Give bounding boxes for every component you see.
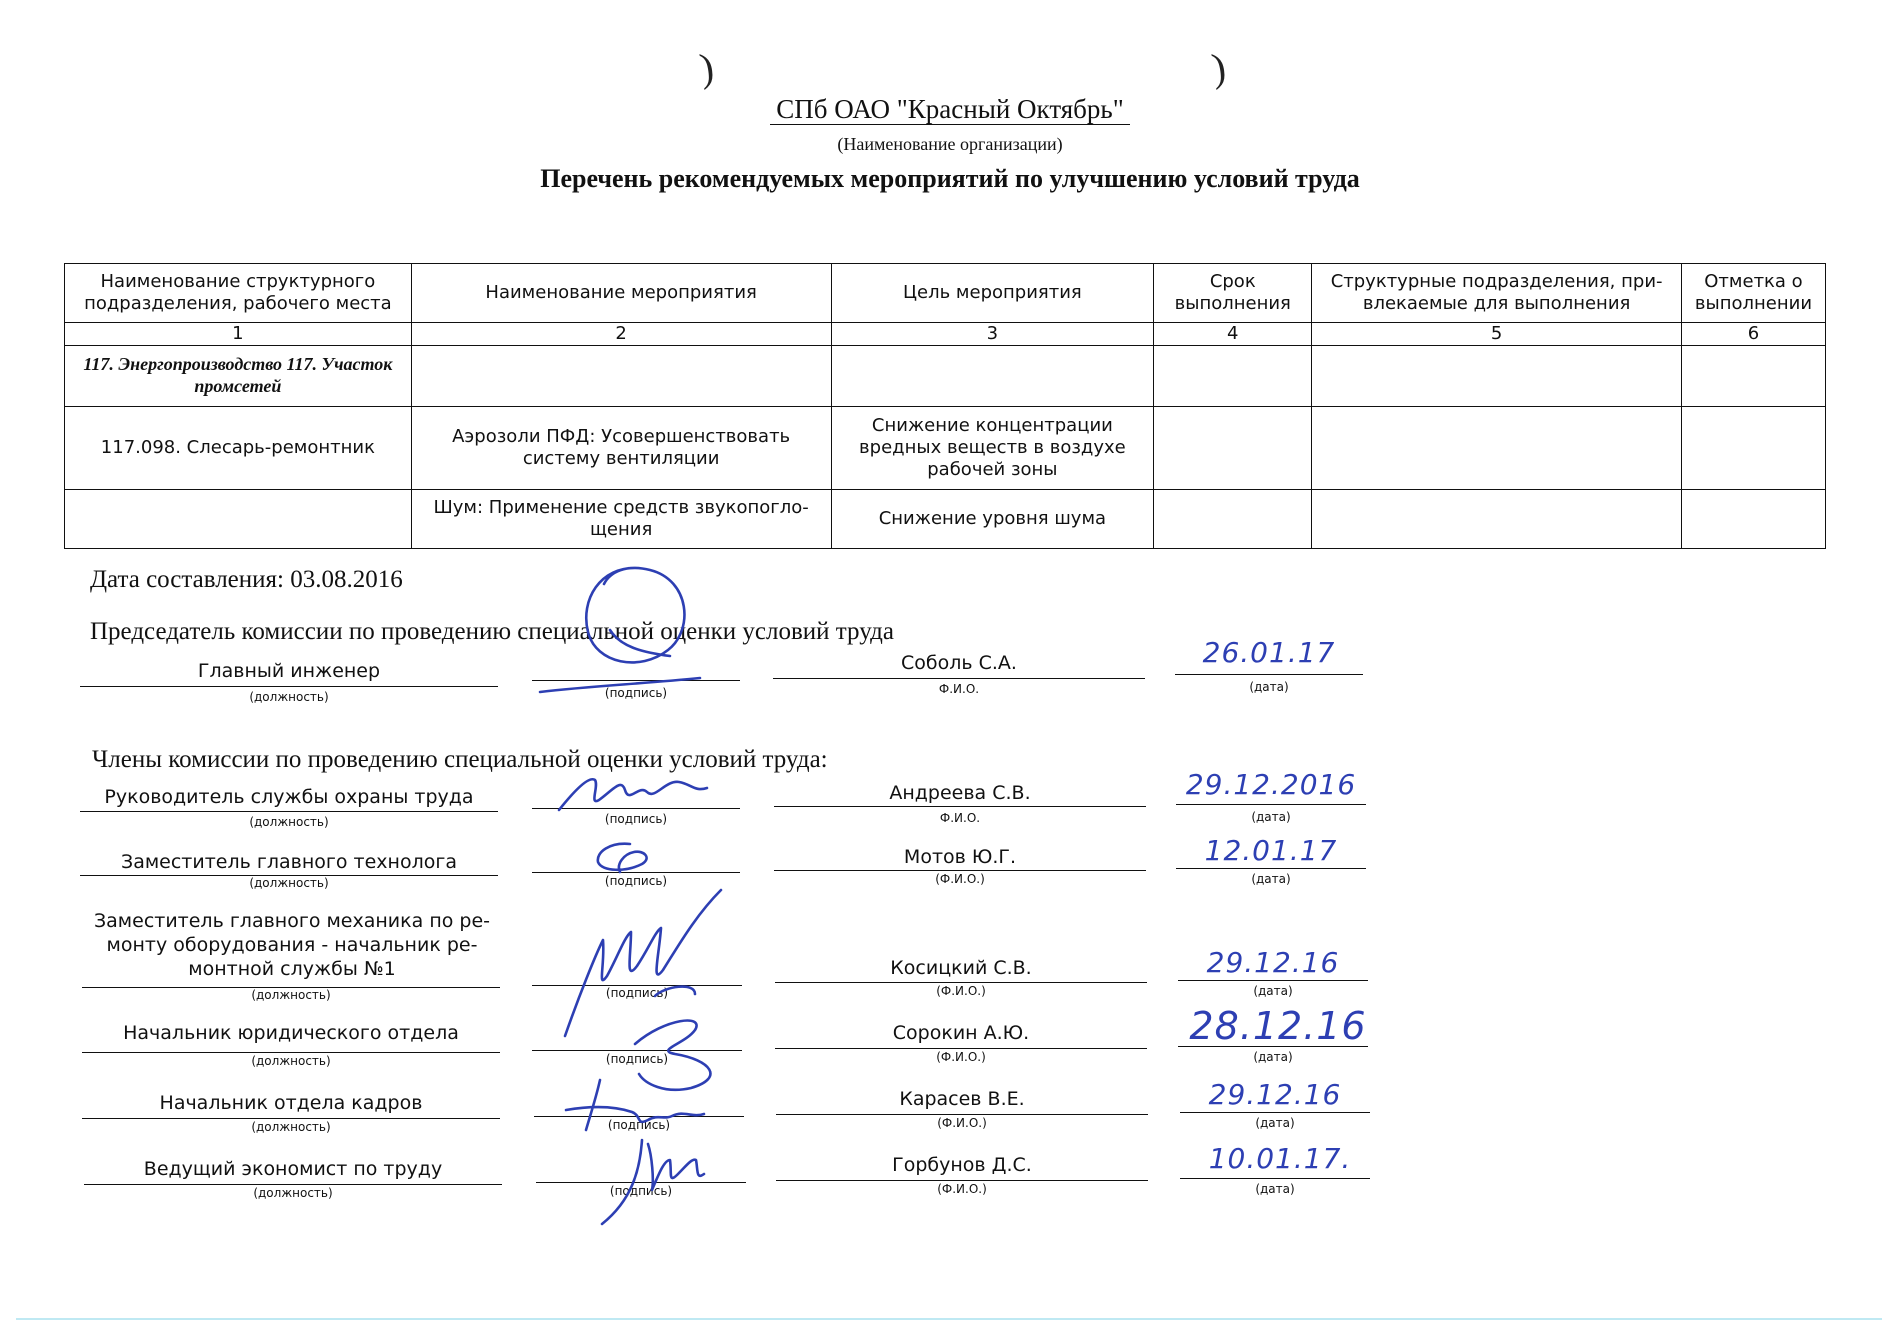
member-name-line <box>775 1048 1147 1049</box>
column-number: 1 <box>65 323 412 346</box>
member-name-caption: (Ф.И.О.) <box>935 872 985 886</box>
column-number: 5 <box>1312 323 1682 346</box>
column-number-row <box>65 323 1826 346</box>
member-position-caption: (должность) <box>253 1186 333 1200</box>
empty-cell <box>1154 346 1312 407</box>
member-signature-drawing <box>592 1130 722 1230</box>
deadline-cell <box>1154 407 1312 490</box>
header-cell: Срок выполнения <box>1154 264 1312 323</box>
header-cell: Структурные подразделения, при-влекаемые для выполнения <box>1312 264 1682 323</box>
document-title: Перечень рекомендуемых мероприятий по улучшению условий труда <box>540 164 1360 193</box>
member-date-line <box>1178 980 1368 981</box>
member-position: Начальник отдела кадров <box>159 1092 423 1114</box>
deadline-cell <box>1154 490 1312 549</box>
header-cell: Отметка о выполнении <box>1681 264 1825 323</box>
chairman-position-caption: (должность) <box>249 690 329 704</box>
member-date-caption: (дата) <box>1255 1116 1295 1130</box>
chairman-heading: Председатель комиссии по проведению специальной оценки условий труда <box>90 618 894 645</box>
header-cell: Наименование мероприятия <box>411 264 831 323</box>
chairman-date-caption: (дата) <box>1249 680 1289 694</box>
scan-bottom-rule <box>16 1318 1882 1320</box>
member-signature-drawing <box>590 838 660 878</box>
workplace-cell: 117.098. Слесарь-ремонтник <box>65 407 412 490</box>
empty-cell <box>831 346 1154 407</box>
member-signature-caption: (подпись) <box>605 986 669 1000</box>
member-name: Горбунов Д.С. <box>892 1154 1032 1176</box>
measure-cell: Аэрозоли ПФД: Усовершенствовать систему вентиляции <box>411 407 831 490</box>
member-position-caption: (должность) <box>249 876 329 890</box>
chairman-position: Главный инженер <box>197 660 381 682</box>
member-date-line <box>1180 1112 1370 1113</box>
member-position: Ведущий экономист по труду <box>143 1158 443 1180</box>
member-date-caption: (дата) <box>1253 984 1293 998</box>
organization-name <box>0 94 1900 125</box>
member-name-caption: (Ф.И.О.) <box>936 984 986 998</box>
member-position-line <box>84 1184 502 1185</box>
chairman-name-line <box>773 678 1145 679</box>
member-date-caption: (дата) <box>1255 1182 1295 1196</box>
member-name-caption: (Ф.И.О.) <box>937 1116 987 1130</box>
scan-mark-left: ) <box>696 44 717 91</box>
member-name: Мотов Ю.Г. <box>903 846 1017 868</box>
member-position-caption: (должность) <box>251 988 331 1002</box>
member-signature-caption: (подпись) <box>605 1052 669 1066</box>
involved-cell <box>1312 407 1682 490</box>
member-date: 10.01.17. <box>1208 1142 1352 1175</box>
chairman-name-caption: Ф.И.О. <box>938 682 980 696</box>
member-date-line <box>1176 804 1366 805</box>
member-date-line <box>1180 1178 1370 1179</box>
member-date-line <box>1178 1046 1368 1047</box>
member-position-caption: (должность) <box>249 815 329 829</box>
member-date: 28.12.16 <box>1189 1004 1367 1048</box>
member-signature-caption: (подпись) <box>609 1184 673 1198</box>
member-date-line <box>1176 868 1366 869</box>
column-number: 4 <box>1154 323 1312 346</box>
member-position-caption: (должность) <box>251 1054 331 1068</box>
organization-caption: (Наименование организации) <box>837 134 1063 154</box>
mark-cell <box>1681 407 1825 490</box>
chairman-date-line <box>1175 674 1363 675</box>
member-date: 29.12.16 <box>1206 946 1340 979</box>
table-header-row <box>65 264 1826 323</box>
member-signature-caption: (подпись) <box>604 874 668 888</box>
goal-cell: Снижение концентрации вредных веществ в воздухе рабочей зоны <box>831 407 1154 490</box>
involved-cell <box>1312 490 1682 549</box>
chairman-position-line <box>80 686 498 687</box>
member-date-caption: (дата) <box>1253 1050 1293 1064</box>
member-name-caption: Ф.И.О. <box>939 811 981 825</box>
table-row <box>65 407 1826 490</box>
member-name-line <box>776 1114 1148 1115</box>
member-date-caption: (дата) <box>1251 872 1291 886</box>
header-cell: Цель мероприятия <box>831 264 1154 323</box>
member-signature-drawing <box>555 770 715 820</box>
member-signature-caption: (подпись) <box>607 1118 671 1132</box>
member-name-caption: (Ф.И.О.) <box>937 1182 987 1196</box>
goal-cell: Снижение уровня шума <box>831 490 1154 549</box>
member-name-caption: (Ф.И.О.) <box>936 1050 986 1064</box>
member-name-line <box>776 1180 1148 1181</box>
chairman-name: Соболь С.А. <box>901 652 1017 674</box>
member-name: Карасев В.Е. <box>899 1088 1025 1110</box>
column-number: 2 <box>411 323 831 346</box>
member-name: Андреева С.В. <box>889 782 1031 804</box>
chairman-date: 26.01.17 <box>1202 636 1336 669</box>
member-name-line <box>774 806 1146 807</box>
chairman-signature-caption: (подпись) <box>604 686 668 700</box>
member-position: Заместитель главного технолога <box>121 851 457 873</box>
member-position-caption: (должность) <box>251 1120 331 1134</box>
member-signature-caption: (подпись) <box>604 812 668 826</box>
member-position: Заместитель главного механика по ре-монту оборудования - начальник ре-монтной службы №1 <box>93 910 491 980</box>
table-row <box>65 490 1826 549</box>
scan-mark-right: ) <box>1208 44 1229 91</box>
member-position-line <box>82 1118 500 1119</box>
organization-name-text: СПб ОАО "Красный Октябрь" <box>770 94 1130 125</box>
section-name: 117. Энергопроизводство 117. Участок промсетей <box>65 346 412 407</box>
member-name-line <box>774 870 1146 871</box>
member-position-line <box>80 811 498 812</box>
measure-cell: Шум: Применение средств звукопогло-щения <box>411 490 831 549</box>
mark-cell <box>1681 490 1825 549</box>
members-heading: Члены комиссии по проведению специальной оценки условий труда: <box>92 746 828 773</box>
chairman-signature-drawing <box>530 560 730 700</box>
measures-table <box>64 263 1826 549</box>
member-position: Начальник юридического отдела <box>123 1022 459 1044</box>
compiled-date-value: 03.08.2016 <box>290 566 403 593</box>
header-cell: Наименование структурного подразделения, рабочего места <box>65 264 412 323</box>
member-name: Сорокин А.Ю. <box>892 1022 1030 1044</box>
workplace-cell <box>65 490 412 549</box>
member-name: Косицкий С.В. <box>890 957 1032 979</box>
empty-cell <box>411 346 831 407</box>
member-position-line <box>82 1052 500 1053</box>
member-date: 29.12.16 <box>1208 1078 1342 1111</box>
member-signature-drawing <box>560 1076 710 1136</box>
member-date: 29.12.2016 <box>1185 768 1357 801</box>
member-date-caption: (дата) <box>1251 810 1291 824</box>
empty-cell <box>1681 346 1825 407</box>
column-number: 6 <box>1681 323 1825 346</box>
member-name-line <box>775 982 1147 983</box>
empty-cell <box>1312 346 1682 407</box>
member-date: 12.01.17 <box>1204 834 1338 867</box>
column-number: 3 <box>831 323 1154 346</box>
compiled-date-line <box>90 566 403 594</box>
section-row <box>65 346 1826 407</box>
compiled-date-label: Дата составления: <box>90 566 284 593</box>
member-position: Руководитель службы охраны труда <box>104 786 474 808</box>
